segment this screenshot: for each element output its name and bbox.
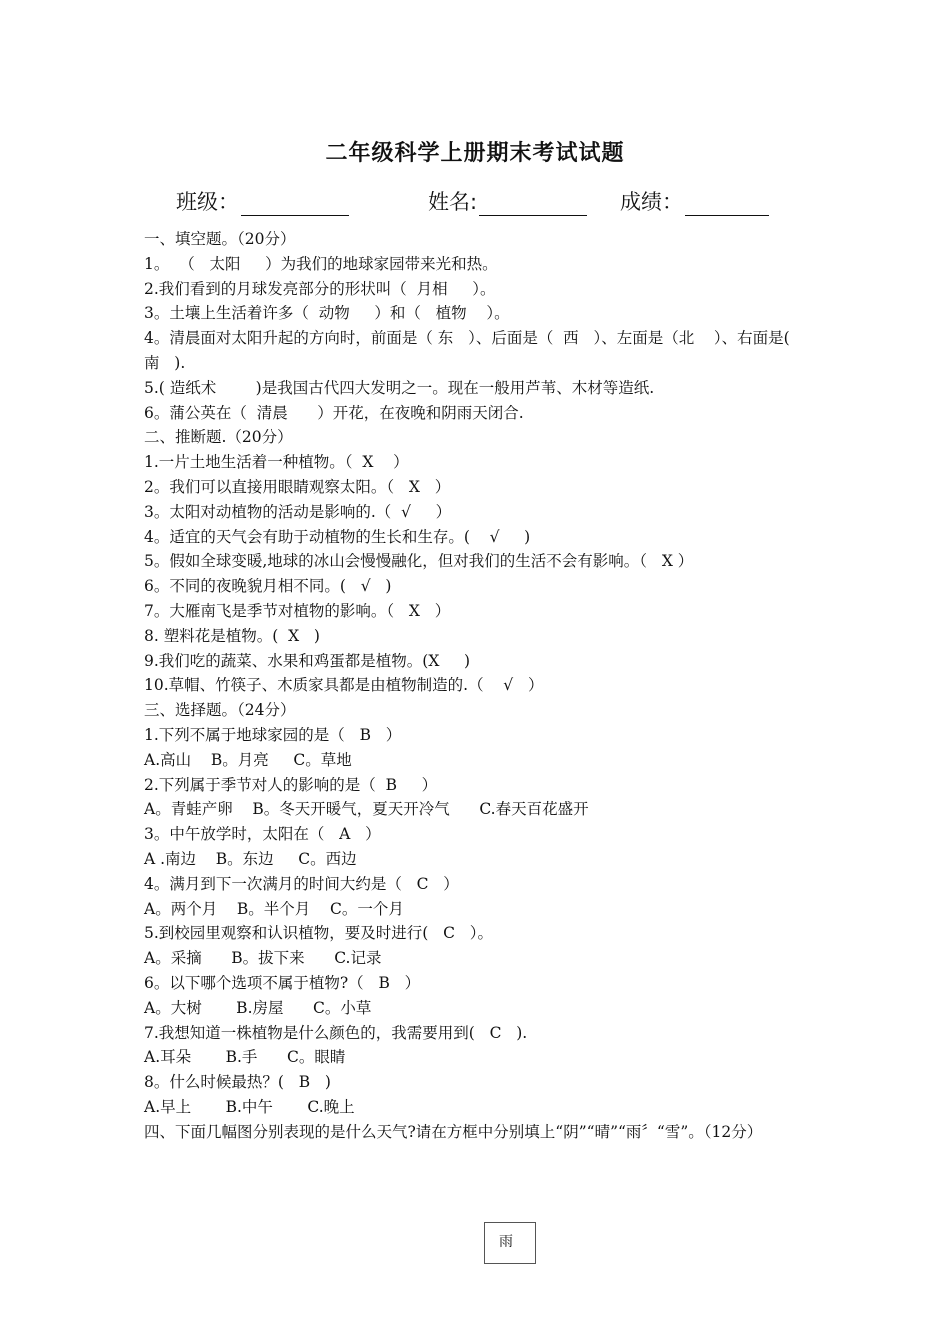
question-line: 2.下列属于季节对人的影响的是（ B ） [144, 775, 438, 794]
question-line: 8。什么时候最热？( B ) [144, 1073, 331, 1092]
question-line: 2。我们可以直接用眼睛观察太阳。（ X ） [144, 477, 451, 496]
question-line: 7.我想知道一株植物是什么颜色的，我需要用到( C ). [144, 1023, 528, 1042]
name-label: 姓名: [428, 190, 478, 214]
exam-content [144, 227, 816, 1144]
question-line: 6。蒲公英在（ 清晨 ）开花，在夜晚和阴雨天闭合. [144, 403, 524, 422]
options-line: A.早上 B.中午 C.晚上 [144, 1097, 355, 1116]
question-line: 2.我们看到的月球发亮部分的形状叫（ 月相 ）。 [144, 279, 496, 298]
name-blank[interactable] [479, 193, 587, 216]
section-heading-fill-in: 一、填空题。（20分） [144, 230, 296, 248]
question-line: 1。 （ 太阳 ）为我们的地球家园带来光和热。 [144, 254, 498, 273]
question-line: 4。适宜的天气会有助于动植物的生长和生存。( √ ) [144, 527, 531, 546]
options-line: A。大树 B.房屋 C。小草 [144, 998, 372, 1017]
class-blank[interactable] [241, 193, 349, 216]
question-line: 6。不同的夜晚貌月相不同。( √ ) [144, 577, 392, 596]
question-line: 1.一片土地生活着一种植物。（ X ） [144, 453, 409, 472]
options-line: A.耳朵 B.手 C。眼睛 [144, 1048, 346, 1067]
section-heading-weather: 四、下面几幅图分别表现的是什么天气?请在方框中分别填上“阴”“晴”“雨〞“雪”。（12分） [144, 1122, 763, 1141]
weather-answer-box[interactable] [484, 1222, 536, 1264]
page-title: 二年级科学上册期末考试试题 [325, 141, 625, 166]
question-line: 5.( 造纸术 )是我国古代四大发明之一。现在一般用芦苇、木材等造纸. [144, 378, 655, 397]
question-line: 10.草帽、竹筷子、木质家具都是由植物制造的.（ √ ） [144, 676, 544, 695]
weather-answer-text: 雨 [499, 1234, 513, 1250]
question-line: 6。以下哪个选项不属于植物?（ B ） [144, 973, 421, 992]
question-line: 8. 塑料花是植物。( X ) [144, 626, 320, 645]
question-line: 9.我们吃的蔬菜、水果和鸡蛋都是植物。(X ) [144, 651, 471, 670]
section-heading-choice: 三、选择题。（24分） [144, 701, 296, 720]
class-field [176, 186, 349, 216]
options-line: A。采摘 B。拔下来 C.记录 [144, 949, 382, 968]
question-line: 4。满月到下一次满月的时间大约是（ C ） [144, 874, 459, 893]
question-line: 4。清晨面对太阳升起的方向时，前面是（ 东 ）、后面是（ 西 ）、左面是（北 ）、右面是( 南 ). [144, 329, 805, 372]
score-field [620, 186, 769, 216]
options-line: A .南边 B。东边 C。西边 [144, 849, 357, 868]
section-heading-judgement: 二、推断题.（20分） [144, 428, 293, 447]
options-line: A.高山 B。月亮 C。草地 [144, 750, 352, 769]
options-line: A。两个月 B。半个月 C。一个月 [144, 899, 404, 918]
options-line: A。青蛙产卵 B。冬天开暖气，夏天开冷气 C.春天百花盛开 [144, 800, 589, 819]
question-line: 3。太阳对动植物的活动是影响的.（ √ ） [144, 502, 452, 521]
question-line: 5.到校园里观察和认识植物，要及时进行( C ）。 [144, 924, 494, 943]
question-line: 5。假如全球变暖,地球的冰山会慢慢融化，但对我们的生活不会有影响。（ X ） [144, 552, 694, 571]
score-label: 成绩： [620, 190, 683, 214]
name-field [428, 186, 587, 216]
class-label: 班级： [176, 190, 239, 214]
score-blank[interactable] [685, 193, 769, 216]
question-line: 1.下列不属于地球家园的是（ B ） [144, 725, 402, 744]
question-line: 3。土壤上生活着许多（ 动物 ）和（ 植物 ）。 [144, 304, 510, 323]
question-line: 3。中午放学时，太阳在（ A ） [144, 825, 381, 844]
question-line: 7。大雁南飞是季节对植物的影响。（ X ） [144, 601, 451, 620]
